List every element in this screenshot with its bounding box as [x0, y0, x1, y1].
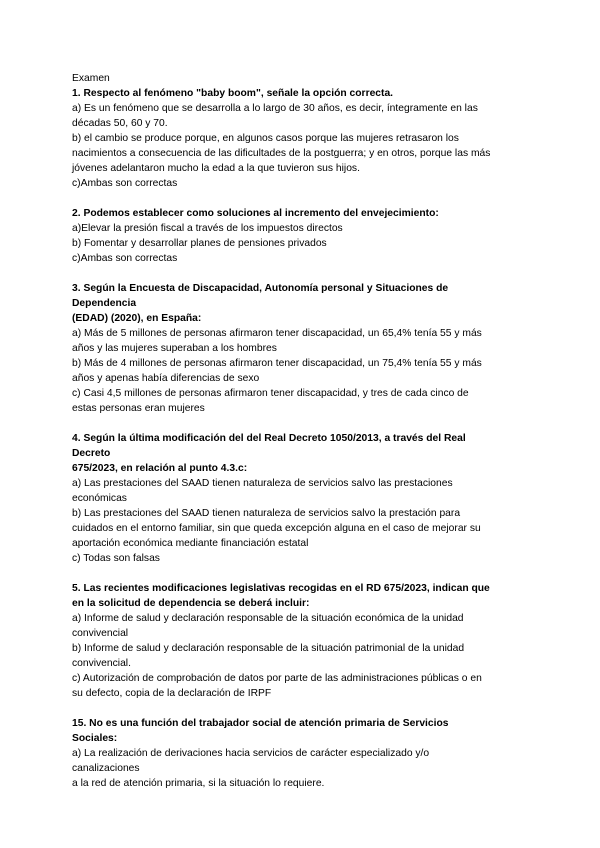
question-title: 2. Podemos establecer como soluciones al incremento del envejecimiento:	[72, 208, 439, 219]
answer-option-line: c) Todas son falsas	[72, 553, 160, 564]
answer-option-line: b) Las prestaciones del SAAD tienen naturaleza de servicios salvo la prestación para	[72, 508, 461, 519]
question-block	[72, 206, 532, 266]
answer-option-line: c)Ambas son correctas	[72, 253, 178, 264]
question-block	[72, 431, 532, 566]
question-block	[72, 281, 532, 416]
question-block	[72, 581, 532, 701]
answer-option-line: b) el cambio se produce porque, en algunos casos porque las mujeres retrasaron los	[72, 133, 459, 144]
answer-option-line: a) Las prestaciones del SAAD tienen naturaleza de servicios salvo las prestaciones	[72, 478, 453, 489]
answer-option-line: estas personas eran mujeres	[72, 403, 205, 414]
answer-option	[72, 611, 532, 641]
question-title: 5. Las recientes modificaciones legislativas recogidas en el RD 675/2023, indican que	[72, 583, 490, 594]
question-title: 675/2023, en relación al punto 4.3.c:	[72, 463, 248, 474]
answer-option-line: a) La realización de derivaciones hacia servicios de carácter especializado y/o	[72, 748, 430, 759]
answer-option-line: cuidados en el entorno familiar, sin que queda excepción alguna en el caso de mejorar su	[72, 523, 481, 534]
answer-option-line: convivencial	[72, 628, 129, 639]
answer-option-line: a) Informe de salud y declaración responsable de la situación económica de la unidad	[72, 613, 464, 624]
answer-option	[72, 746, 532, 791]
answer-option	[72, 671, 532, 701]
question-title: 1. Respecto al fenómeno "baby boom", señale la opción correcta.	[72, 88, 394, 99]
answer-option-line: c) Casi 4,5 millones de personas afirmaron tener discapacidad, y tres de cada cinco de	[72, 388, 469, 399]
answer-option-line: b) Informe de salud y declaración responsable de la situación patrimonial de la unidad	[72, 643, 465, 654]
answer-option	[72, 641, 532, 671]
answer-option-line: a la red de atención primaria, si la situación lo requiere.	[72, 778, 325, 789]
question-title: 3. Según la Encuesta de Discapacidad, Autonomía personal y Situaciones de	[72, 283, 449, 294]
answer-option-line: a)Elevar la presión fiscal a través de los impuestos directos	[72, 223, 343, 234]
answer-option-line: c)Ambas son correctas	[72, 178, 178, 189]
answer-option-line: jóvenes adelantaron mucho la edad a la que tuvieron sus hijos.	[72, 163, 360, 174]
answer-option-line: canalizaciones	[72, 763, 140, 774]
question-title: 4. Según la última modificación del del Real Decreto 1050/2013, a través del Real	[72, 433, 466, 444]
answer-option-line: años y apenas había diferencias de sexo	[72, 373, 260, 384]
question-title: Sociales:	[72, 733, 118, 744]
answer-option-line: b) Fomentar y desarrollar planes de pensiones privados	[72, 238, 327, 249]
question-block	[72, 716, 532, 791]
answer-option-line: su defecto, copia de la declaración de IRPF	[72, 688, 272, 699]
answer-option-line: c) Autorización de comprobación de datos por parte de las administraciones públicas o en	[72, 673, 482, 684]
answer-option-line: nacimientos a consecuencia de las dificultades de la postguerra; y en otros, porque las más	[72, 148, 491, 159]
answer-option	[72, 131, 532, 176]
answer-option-line: a) Más de 5 millones de personas afirmaron tener discapacidad, un 65,4% tenía 55 y más	[72, 328, 482, 339]
answer-option	[72, 101, 532, 131]
question-list	[72, 86, 532, 791]
question-title: Decreto	[72, 448, 111, 459]
question-title: en la solicitud de dependencia se deberá incluir:	[72, 598, 310, 609]
answer-option	[72, 176, 532, 191]
answer-option-line: b) Más de 4 millones de personas afirmaron tener discapacidad, un 75,4% tenía 55 y más	[72, 358, 482, 369]
answer-option-line: décadas 50, 60 y 70.	[72, 118, 168, 129]
document-content	[72, 71, 532, 791]
answer-option	[72, 221, 532, 236]
answer-option	[72, 326, 532, 356]
answer-option	[72, 236, 532, 251]
answer-option-line: aportación económica mediante financiación estatal	[72, 538, 309, 549]
question-block	[72, 86, 532, 191]
question-title: (EDAD) (2020), en España:	[72, 313, 202, 324]
answer-option	[72, 476, 532, 506]
exam-title: Examen	[72, 73, 110, 84]
answer-option-line: convivencial.	[72, 658, 131, 669]
answer-option-line: años y las mujeres superaban a los hombres	[72, 343, 277, 354]
answer-option-line: económicas	[72, 493, 127, 504]
question-title: Dependencia	[72, 298, 137, 309]
answer-option	[72, 551, 532, 566]
answer-option	[72, 356, 532, 386]
answer-option	[72, 506, 532, 551]
answer-option	[72, 386, 532, 416]
answer-option-line: a) Es un fenómeno que se desarrolla a lo largo de 30 años, es decir, íntegramente en las	[72, 103, 478, 114]
question-title: 15. No es una función del trabajador social de atención primaria de Servicios	[72, 718, 449, 729]
answer-option	[72, 251, 532, 266]
